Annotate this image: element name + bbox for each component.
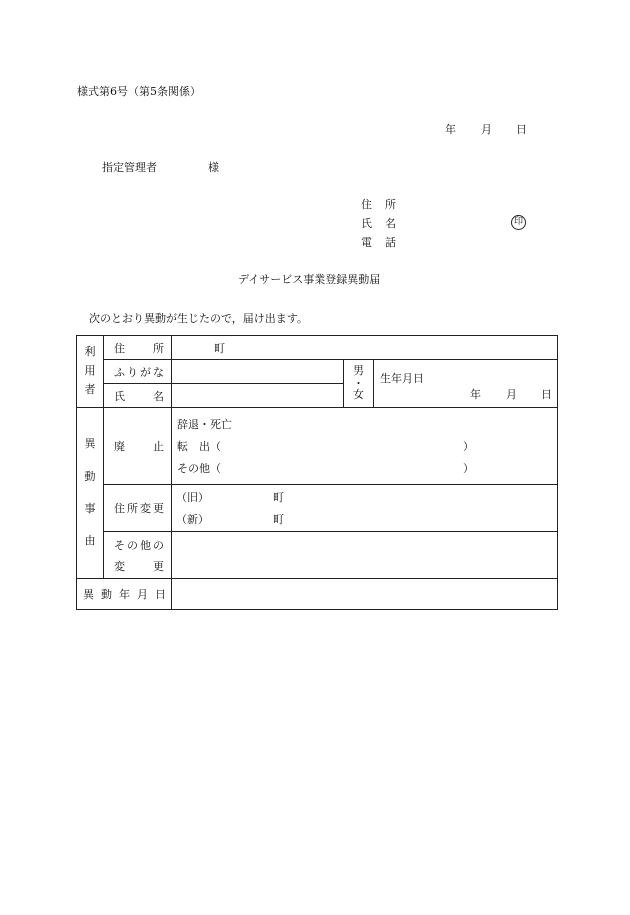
- change-date-label-cell: [77, 579, 172, 610]
- label-char: 年: [119, 588, 130, 601]
- label-char: 月: [137, 588, 148, 601]
- birth-year: 年: [470, 388, 481, 401]
- reason-header-char: 由: [84, 534, 96, 548]
- reason-header-char: 動: [84, 469, 96, 483]
- paren-close: ）: [463, 440, 474, 453]
- form-number: 様式第6号（第5条関係）: [77, 85, 201, 98]
- birth-day: 日: [541, 388, 552, 401]
- birth-month: 月: [506, 388, 517, 401]
- applicant-address-label-2: 所: [385, 198, 396, 211]
- reason-header-cell: [77, 408, 104, 579]
- label-char: 更: [153, 502, 164, 515]
- seal-text: 印: [513, 217, 523, 227]
- addressee-title: 指定管理者: [102, 161, 157, 174]
- abolish-label-cell: [104, 408, 172, 485]
- label-char: 日: [155, 588, 166, 601]
- label-char: そ: [114, 538, 125, 552]
- label-char: ふ: [114, 365, 125, 379]
- old-address-label: （旧）: [176, 491, 209, 504]
- label-char: 変: [140, 502, 151, 515]
- label-char: が: [140, 365, 151, 379]
- label-char: 他: [140, 538, 151, 552]
- user-address-value-cell[interactable]: [172, 336, 558, 360]
- label-char: 更: [153, 559, 164, 573]
- applicant-phone-label-2: 話: [385, 236, 396, 249]
- birth-date-label: 生年月日: [380, 372, 424, 385]
- sex-cell[interactable]: [344, 360, 374, 408]
- user-header-char: 利: [84, 345, 96, 359]
- label-char: 廃: [114, 440, 125, 453]
- user-header-cell: [77, 336, 104, 408]
- address-change-label-cell: [104, 485, 172, 532]
- sex-female: 女: [353, 388, 364, 402]
- applicant-address-label-1: 住: [361, 198, 372, 211]
- addressee-honorific: 様: [208, 161, 219, 174]
- reason-header-char: 異: [84, 437, 96, 451]
- other-change-value-cell[interactable]: [172, 532, 558, 579]
- applicant-name-label-2: 名: [385, 217, 396, 230]
- label-char: 動: [101, 588, 112, 601]
- label-char: 変: [114, 559, 125, 573]
- seal-mark: [511, 215, 526, 230]
- user-name-value-cell[interactable]: [172, 384, 344, 408]
- label-char: 所: [127, 502, 138, 515]
- applicant-phone-label-1: 電: [361, 236, 372, 249]
- user-address-label-cell: [104, 336, 172, 360]
- new-address-town: 町: [273, 513, 284, 526]
- sex-dot: ・: [353, 376, 364, 390]
- date-year: 年: [445, 123, 456, 136]
- applicant-name-label-1: 氏: [361, 217, 372, 230]
- abolish-option-withdrawal-death: 辞退・死亡: [177, 418, 232, 431]
- abolish-option-transfer: 転 出（: [177, 440, 221, 453]
- label-char: 止: [153, 440, 164, 453]
- label-char: 氏: [114, 389, 125, 403]
- old-address-town: 町: [273, 491, 284, 504]
- birth-date-cell[interactable]: [374, 360, 558, 408]
- label-char: 所: [153, 341, 164, 355]
- date-day: 日: [516, 123, 527, 136]
- user-address-town: 町: [214, 341, 225, 355]
- label-char: り: [127, 365, 138, 379]
- paren-close: ）: [463, 462, 474, 475]
- label-char: 名: [153, 389, 164, 403]
- reason-header-char: 事: [84, 502, 96, 515]
- furigana-value-cell[interactable]: [172, 360, 344, 384]
- date-month: 月: [481, 123, 492, 136]
- sex-male: 男: [353, 363, 364, 377]
- user-header-char: 用: [84, 364, 96, 378]
- user-name-label-cell: [104, 384, 172, 408]
- address-change-value-cell[interactable]: [172, 485, 558, 532]
- other-change-label-cell: [104, 532, 172, 579]
- document-title: デイサービス事業登録異動届: [238, 273, 381, 286]
- label-char: の: [153, 538, 164, 552]
- new-address-label: （新）: [176, 513, 209, 526]
- abolish-option-other: その他（: [177, 462, 221, 475]
- label-char: 住: [114, 502, 125, 515]
- label-char: 異: [83, 588, 94, 601]
- label-char: な: [153, 365, 164, 379]
- change-date-value-cell[interactable]: [172, 579, 558, 610]
- intro-text: 次のとおり異動が生じたので，届け出ます。: [89, 312, 308, 325]
- label-char: 住: [114, 341, 125, 355]
- abolish-options-cell[interactable]: [172, 408, 558, 485]
- furigana-label-cell: [104, 360, 172, 384]
- label-char: の: [127, 538, 138, 552]
- form-table: [76, 335, 558, 610]
- user-header-char: 者: [84, 382, 96, 396]
